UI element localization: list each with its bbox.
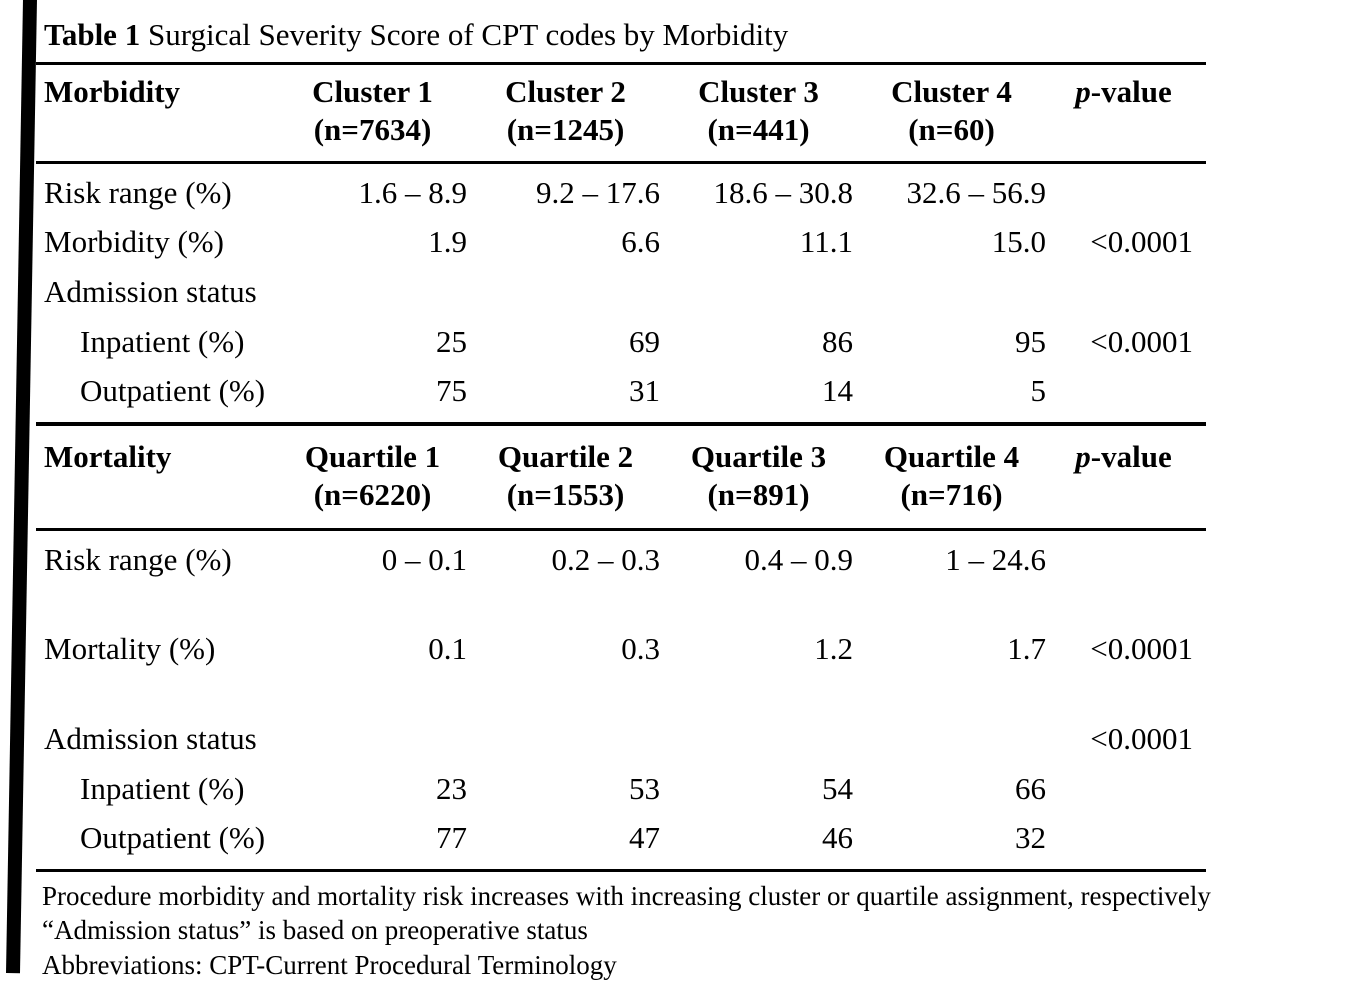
- cluster-4-n: (n=60): [908, 112, 995, 147]
- value-cell: 18.6 – 30.8: [713, 174, 853, 210]
- table-title-text: Surgical Severity Score of CPT codes by Morbidity: [140, 17, 789, 52]
- value-cell: 6.6: [621, 224, 660, 260]
- footnote-line-3: Abbreviations: CPT-Current Procedural Terminology: [42, 949, 617, 980]
- value-cell: 69: [629, 323, 660, 359]
- value-cell: 31: [629, 373, 660, 409]
- column-header-quartile-3: [662, 438, 855, 514]
- table-figure: [36, 8, 1211, 982]
- value-cell: 46: [822, 820, 853, 856]
- value-cell: 32.6 – 56.9: [906, 174, 1046, 210]
- morbidity-header-row: [36, 62, 1206, 164]
- p-value-cell: <0.0001: [1090, 224, 1193, 260]
- quartile-4-n: (n=716): [900, 476, 1003, 512]
- cluster-1-name: Cluster 1: [312, 74, 433, 110]
- quartile-2-name: Quartile 2: [497, 439, 634, 475]
- morbidity-rows: [36, 164, 1206, 422]
- value-cell: 14: [822, 373, 853, 409]
- footnote-line-1: Procedure morbidity and mortality risk increases with increasing cluster or quartile assignment, respectively: [42, 880, 1211, 911]
- pvalue-italic-p: p: [1075, 74, 1091, 110]
- row-admission-status-morbidity: [36, 267, 1206, 317]
- value-cell: 1.7: [1007, 631, 1046, 667]
- value-cell: 23: [436, 770, 467, 806]
- column-header-pvalue-morbidity: [1048, 73, 1199, 111]
- table-title-label: Table 1: [44, 17, 141, 52]
- p-value-cell: <0.0001: [1090, 720, 1193, 756]
- value-cell: 95: [1015, 323, 1046, 359]
- pvalue-rest: -value: [1090, 74, 1172, 110]
- quartile-4-name: Quartile 4: [883, 439, 1020, 475]
- row-label: Inpatient (%): [80, 323, 245, 359]
- mortality-header-row: [36, 422, 1206, 531]
- value-cell: [276, 721, 469, 757]
- quartile-2-n: (n=1553): [506, 476, 625, 512]
- mortality-rows: [36, 531, 1206, 869]
- value-cell: [855, 274, 1048, 310]
- column-header-cluster-2: [469, 73, 662, 149]
- value-cell: 11.1: [799, 224, 853, 260]
- row-label: Outpatient (%): [80, 820, 266, 856]
- p-value-cell: [1048, 771, 1199, 807]
- row-label: Morbidity (%): [44, 224, 224, 260]
- value-cell: [662, 721, 855, 757]
- row-label: Outpatient (%): [80, 373, 266, 409]
- cluster-4-name: Cluster 4: [891, 74, 1012, 110]
- value-cell: 0 – 0.1: [381, 541, 467, 577]
- morbidity-header-label: Morbidity: [44, 74, 181, 110]
- row-inpatient-mortality: [36, 764, 1206, 814]
- row-label: Risk range (%): [44, 541, 232, 577]
- cluster-1-n: (n=7634): [313, 112, 432, 147]
- row-morbidity-pct: [36, 217, 1206, 267]
- value-cell: 66: [1015, 770, 1046, 806]
- cluster-3-n: (n=441): [707, 112, 810, 147]
- p-value-cell: [1048, 542, 1199, 578]
- value-cell: 25: [436, 323, 467, 359]
- row-risk-range-morbidity: [36, 168, 1206, 218]
- value-cell: 1 – 24.6: [945, 541, 1046, 577]
- cluster-2-n: (n=1245): [506, 112, 625, 147]
- column-header-quartile-4: [855, 438, 1048, 514]
- page-edge-bar: [6, 0, 37, 973]
- value-cell: 47: [629, 820, 660, 856]
- footnote-line-2: “Admission status” is based on preoperative status: [42, 915, 588, 946]
- table-footnotes: [36, 869, 1211, 982]
- p-value-cell: [1048, 175, 1199, 211]
- value-cell: 0.2 – 0.3: [551, 541, 660, 577]
- value-cell: 86: [822, 323, 853, 359]
- quartile-1-n: (n=6220): [313, 476, 432, 512]
- row-label: Risk range (%): [44, 174, 232, 210]
- column-header-quartile-1: [276, 438, 469, 514]
- value-cell: [662, 274, 855, 310]
- p-value-cell: [1048, 820, 1199, 856]
- row-label: Admission status: [44, 720, 257, 756]
- quartile-1-name: Quartile 1: [304, 439, 441, 475]
- pvalue-italic-p: p: [1075, 439, 1091, 475]
- row-outpatient-morbidity: [36, 366, 1206, 416]
- value-cell: 9.2 – 17.6: [536, 174, 660, 210]
- column-header-cluster-3: [662, 73, 855, 149]
- value-cell: 0.1: [428, 631, 467, 667]
- mortality-header-label: Mortality: [44, 439, 172, 475]
- row-mortality-pct: [36, 624, 1206, 714]
- row-admission-status-mortality: [36, 714, 1206, 764]
- p-value-cell: <0.0001: [1090, 323, 1193, 359]
- value-cell: 5: [1030, 373, 1046, 409]
- quartile-3-name: Quartile 3: [690, 439, 827, 475]
- table-title: [36, 8, 1206, 62]
- value-cell: [469, 721, 662, 757]
- column-header-cluster-4: [855, 73, 1048, 149]
- cluster-3-name: Cluster 3: [698, 74, 819, 110]
- value-cell: 54: [822, 770, 853, 806]
- value-cell: [276, 274, 469, 310]
- row-outpatient-mortality: [36, 813, 1206, 863]
- p-value-cell: <0.0001: [1090, 631, 1193, 667]
- value-cell: 0.4 – 0.9: [744, 541, 853, 577]
- value-cell: 1.6 – 8.9: [358, 174, 467, 210]
- value-cell: 1.9: [428, 224, 467, 260]
- cluster-2-name: Cluster 2: [505, 74, 626, 110]
- row-risk-range-mortality: [36, 535, 1206, 625]
- row-label: Inpatient (%): [80, 770, 245, 806]
- value-cell: 53: [629, 770, 660, 806]
- column-header-pvalue-mortality: [1048, 438, 1199, 476]
- pvalue-rest: -value: [1090, 439, 1172, 475]
- value-cell: [469, 274, 662, 310]
- value-cell: 75: [436, 373, 467, 409]
- p-value-cell: [1048, 373, 1199, 409]
- column-header-cluster-1: [276, 73, 469, 149]
- value-cell: 77: [436, 820, 467, 856]
- value-cell: 1.2: [814, 631, 853, 667]
- value-cell: 32: [1015, 820, 1046, 856]
- row-label: Mortality (%): [44, 631, 216, 667]
- value-cell: 15.0: [991, 224, 1046, 260]
- row-inpatient-morbidity: [36, 317, 1206, 367]
- column-header-quartile-2: [469, 438, 662, 514]
- row-label: Admission status: [44, 274, 257, 310]
- quartile-3-n: (n=891): [707, 476, 810, 512]
- value-cell: [855, 721, 1048, 757]
- value-cell: 0.3: [621, 631, 660, 667]
- p-value-cell: [1048, 274, 1199, 310]
